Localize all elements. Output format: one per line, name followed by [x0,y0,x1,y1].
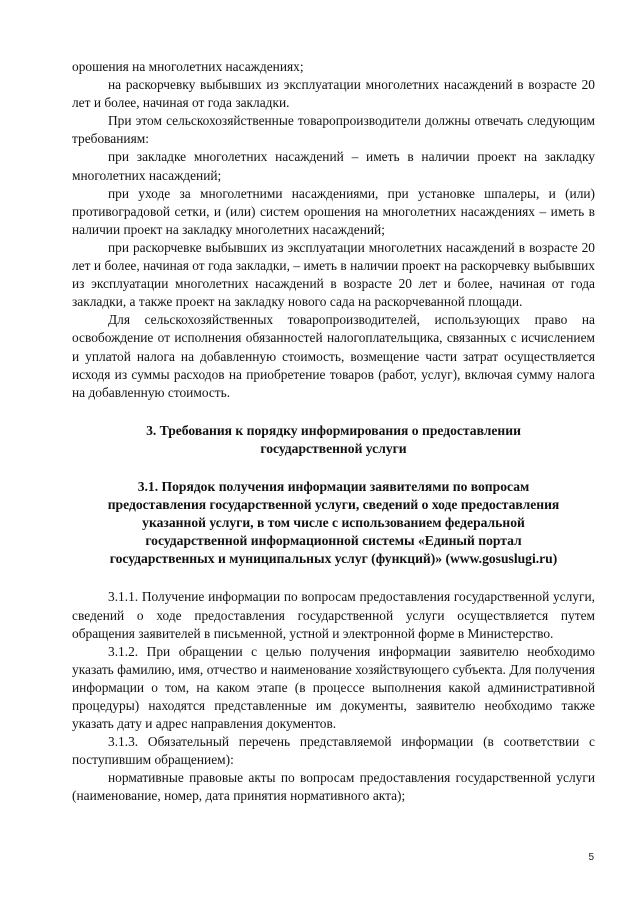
subsection-heading-line-2: предоставления государственной услуги, сведений о ходе предоставления [107,497,560,513]
spacer [72,458,595,478]
spacer [72,402,595,422]
paragraph-uprooting-item: на раскорчевку выбывших из эксплуатации многолетних насаждений в возрасте 20 лет и более, начиная от года закладки. [72,77,595,111]
paragraph-3-1-3: 3.1.3. Обязательный перечень представляемой информации (в соответствии с поступившим обращением): [72,734,595,768]
paragraph-requirements-intro: При этом сельскохозяйственные товаропроизводители должны отвечать следующим требованиям: [72,113,595,147]
paragraph-normative-acts: нормативные правовые акты по вопросам предоставления государственной услуги (наименование, номер, дата принятия нормативного акта); [72,770,595,804]
section-heading-line-1: 3. Требования к порядку информирования о предоставлении [146,422,521,438]
spacer [72,568,595,588]
subsection-heading-line-3: указанной услуги, в том числе с использованием федеральной [142,515,525,531]
paragraph-vat-exemption: Для сельскохозяйственных товаропроизводителей, использующих право на освобождение от исполнения обязанностей налогоплательщика, связанных с исчислением и уплатой налога на добавленную стоимость, возмещение части затрат осуществляется исходя из суммы расходов на приобретение товаров (работ, услуг), включая сумму налога на добавленную стоимость. [72,312,595,400]
paragraph-irrigation-item: орошения на многолетних насаждениях; [72,59,304,74]
document-page [72,58,595,806]
subsection-heading-line-4: государственной информационной системы «Единый портал [145,533,522,549]
subsection-heading-line-5: государственных и муниципальных услуг (функций)» (www.gosuslugi.ru) [109,551,558,567]
paragraph-3-1-2: 3.1.2. При обращении с целью получения информации заявителю необходимо указать фамилию, имя, отчество и наименование хозяйствующего субъекта. Для получения информации о том, на каком этапе (в процессе выполнения какой административной процедуры) находятся представленные им документы, заявителю необходимо также указать дату и адрес направления документов. [72,643,595,732]
subsection-heading-line-1: 3.1. Порядок получения информации заявителями по вопросам [137,478,530,494]
paragraph-requirement-uprooting: при раскорчевке выбывших из эксплуатации многолетних насаждений в возрасте 20 лет и более, начиная от года закладки, – иметь в наличии проект на раскорчевку выбывших из эксплуатации многолетних насаждений в возрасте 20 лет и более, начиная от года закладки, а также проект на закладку нового сада на раскорчеванной площади. [72,239,595,310]
section-heading-line-2: государственной услуги [260,440,407,456]
paragraph-requirement-planting: при закладке многолетних насаждений – иметь в наличии проект на закладку многолетних насаждений; [72,149,595,183]
paragraph-3-1-1: 3.1.1. Получение информации по вопросам предоставления государственной услуги, сведений о ходе предоставления государственной услуги осуществляется путем обращения заявителей в письменной, устной и электронной форме в Министерство. [72,589,595,641]
page-number: 5 [588,852,594,863]
paragraph-requirement-care: при уходе за многолетними насаждениями, при установке шпалеры, и (или) противоградовой сетки, и (или) систем орошения на многолетних насаждениях – иметь в наличии проект на закладку многолетних насаждений; [72,185,595,237]
